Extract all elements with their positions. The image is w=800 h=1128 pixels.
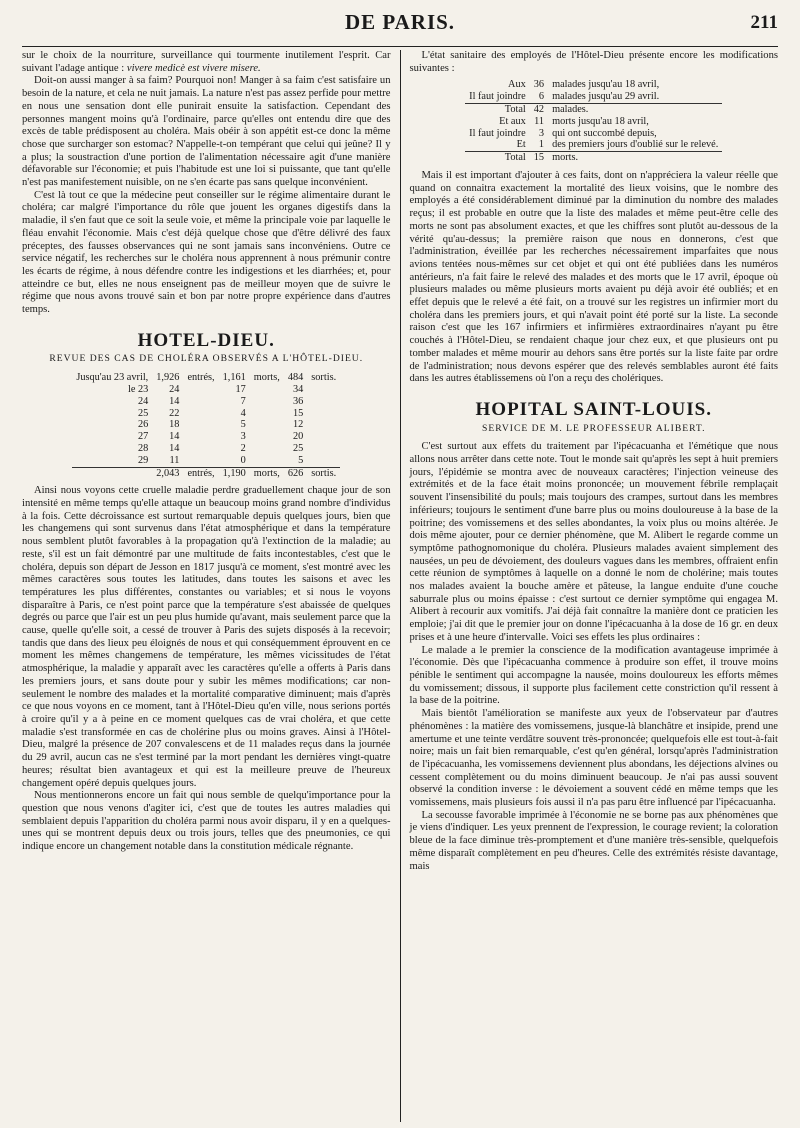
table-row: Jusqu'au 23 avril, 1,926 entrés, 1,161 morts, 484 sortis. xyxy=(76,372,337,384)
table-row: Et 1 des premiers jours d'oublié sur le relevé. xyxy=(516,139,719,151)
section-subhead: SERVICE DE M. LE PROFESSEUR ALIBERT. xyxy=(482,422,706,434)
section-title-saint-louis: HOPITAL SAINT-LOUIS. xyxy=(475,398,712,420)
table-row: Il faut joindre 3 qui ont succombé depuis, xyxy=(469,127,657,139)
employees-table xyxy=(465,79,722,164)
cases-table xyxy=(72,372,340,479)
paragraph: L'état sanitaire des employés de l'Hôtel-Dieu présente encore les modifications suivantes : xyxy=(409,50,778,74)
section-subhead: REVUE DES CAS DE CHOLÉRA OBSERVÉS A L'HÔTEL-DIEU. xyxy=(49,353,364,365)
paragraph: La secousse favorable imprimée à l'économie ne se borne pas aux phénomènes que je viens d'indiquer. Les yeux prennent de l'expression, le courage revient; la coloration bleue de la face diminue très-promptement et d'une manière très-sensible, quelquefois même disparaît complètement en peu d'heures. Celle des extrémités résiste davantage, mais xyxy=(409,809,778,872)
table-row: le 23 24 17 34 xyxy=(127,383,304,395)
table-row: 26 18 5 12 xyxy=(137,419,304,431)
page-title: DE PARIS. xyxy=(344,10,456,34)
paragraph: Ainsi nous voyons cette cruelle maladie perdre graduellement chaque jour de son intensité en même temps qu'elle attaque un beaucoup moins grand nombre d'individus à la fois. Cette décroissance est surtout remarquable depuis quelques jours, bien que les changemens qui sont survenus dans l'état atmosphérique et dans la température nous semblent plutôt favorables à la propagation qu'à l'extinction de la maladie; au reste, s'il est un fait démontré par une multitude de faits incontestables, c'est que le choléra, depuis son départ de Jesson en 1817 jusqu'à ce moment, s'est montré avec les mêmes caractères sous toutes les latitudes, dans toutes les saisons et avec les températures les plus différentes, constantes ou variables; et si nous le voyons disparaître à Paris, ce n'est point parce que la température s'est abaissée de quelques degrés ou parce que l'air est un peu plus humide qu'avant, mais seulement parce que la cause, quelle qu'elle soit, a cessé de trouver à Paris des sujets disposés à la recevoir; tandis que dans des lieux peu éloignés de nous et qui conséquemment éprouvent en ce moment les mêmes changemens de température, les mêmes vicissitudes de l'état atmosphérique, la maladie y apparaît avec les caractères qu'elle a offerts à Paris dans les premiers jours, et sans doute pour y subir les mêmes modifications; car non-seulement le nombre des malades et la mortalité comparative diminuent; mais d'après ce que nous voyons en ce moment, tant à l'Hôtel-Dieu qu'en ville, nous serions portés à croire qu'il y a à peine en ce moment quelques cas de vrai choléra, et que cette maladie s'est transformée en cas de cholérine plus ou moins graves. Ainsi à l'Hôtel-Dieu, malgré la présence de 207 convalescens et de 11 malades reçus dans la journée du 29 avril, aucun cas ne s'est terminé par la mort pendant les dernières vingt-quatre heures; résultat bien avantageux et qui est la meilleure preuve de l'heureux changement opéré depuis quelques jours. xyxy=(22,485,391,789)
paragraph: Nous mentionnerons encore un fait qui nous semble de quelqu'importance pour la question que nous venons d'agiter ici, c'est que de toutes les autres maladies qui semblaient depuis l'apparition du choléra parmi nous avoir disparu, il y en a quelques-unes qui se montrent depuis deux ou trois jours, telles que des pneumonies, ce qui indique encore un changement notable dans la constitution médicale régnante. xyxy=(22,790,391,853)
table-row: Il faut joindre 6 malades jusqu'au 29 avril. xyxy=(469,91,660,103)
paragraph: Mais il est important d'ajouter à ces faits, dont on n'appréciera la valeur réelle que quand on connaitra exactement la mortalité des lieux voisins, que le nombre des employés a été considérablement diminué par la diminution du nombre des malades reçus; il est probable en outre que la liste des malades et même peut-être celle des morts ne sont pas absolument exactes, et que les chiffres sont plutôt au-dessous de la vérité qu'au-dessus; la première raison que nous en donnerons, c'est que l'administration, éveillée par les recherches nécessairement imparfaites que nous avions tentées nous-mêmes sur cet objet et qui ont été publiées dans les numéros antérieurs, n'a fait faire le relevé des malades et des morts que le 17 avril, époque où plusieurs malades ou même plusieurs morts avaient pu déjà avoir été oubliés; et en effet depuis que le relevé a été fait, on a trouvé sur les registres un infirmier mort du choléra dans les premiers jours, et qui n'avait point été porté sur la liste. La seconde raison c'est que les 167 infirmiers et infirmières extraordinaires n'ayant pu être couchés à l'Hôtel-Dieu, se rendaient chaque jour chez eux, et que plusieurs ont pu tomber malades et même mourir au dehors sans être portés sur la liste faite par ordre de l'administration; nous devons espérer que des relevés semblables auront été faits dans les autres établissemens où l'on a reçu des cholériques. xyxy=(409,169,778,385)
table-total-row: Total 42 malades. xyxy=(465,104,722,116)
paragraph: Mais bientôt l'amélioration se manifeste aux yeux de l'observateur par d'autres phénomènes : la matière des vomissemens, jusque-là blanchâtre et insipide, prend une amertume et une teinte verdâtre souvent très-prononcée; quelquefois elle est tout-à-fait noire; mais un fait bien remarquable, c'est qu'en général, lorsqu'après l'administration de l'ipécacuanha, les vomissemens deviennent plus abondans, les déjections alvines ou cessent complètement ou du moins diminuent beaucoup. Je n'ai pas aussi souvent observé la condition inverse : le dévoiement a souvent cédé en même temps que les vomissemens, mais plusieurs fois aussi il n'a pas paru être influencé par l'ipécacuanha. xyxy=(409,708,778,809)
table-row: 28 14 2 25 xyxy=(137,442,304,454)
table-row: 29 11 0 5 xyxy=(137,454,304,466)
table-row: 25 22 4 15 xyxy=(137,407,304,419)
page-number: 211 xyxy=(750,12,778,33)
paragraph: C'est là tout ce que la médecine peut conseiller sur le régime alimentaire durant le choléra; car malgré l'importance du rôle que jouent les organes digestifs dans la maladie, il s'en faut que ce soit la seule voie, et même la principale voie par laquelle le fléau envahit l'économie. Mais c'est déjà quelque chose que d'être délivré des faux préceptes, des fausses observances qui ne sont jamais sans inconvéniens. Outre ce service négatif, les recherches sur le choléra nous apprennent à nous prémunir contre les écarts de régime, à nous défendre contre les indigestions et les diarrhées; et, pour atteindre ce but, elles ne nous enseignent pas de meilleur moyen que de suivre le régime que nous avons trouvé sain et bon par notre propre expérience dans d'autres temps. xyxy=(22,189,391,316)
table-row: Et aux 11 morts jusqu'au 18 avril, xyxy=(499,115,649,127)
table-row: 27 14 3 20 xyxy=(137,431,304,443)
paragraph: Doit-on aussi manger à sa faim? Pourquoi non! Manger à sa faim c'est satisfaire un besoin de la nature, et cela ne nuit jamais. La nature n'est pas assez perfide pour mettre en nous une sensation dont elle punirait ensuite la satisfaction. Cependant des personnes mangent moins qu'à l'ordinaire, parce qu'elles ont entendu dire que des excès de table prédisposent au choléra. Mais obéir à son appétit est-ce donc la même chose que surcharger son estomac? N'appelle-t-on tempérant que celui qui jeûne? Il y a plus; la soustraction d'une portion de l'alimentation nécessaire agit d'une manière défavorable sur l'économie; et puis l'habitude est une loi si puissante, que tant qu'elle n'est pas manifestement nuisible, on ne s'en écarte pas sans quelque inconvénient. xyxy=(22,75,391,189)
section-title-hotel-dieu: HOTEL-DIEU. xyxy=(137,329,275,351)
table-row: 24 14 7 36 xyxy=(137,395,304,407)
page-header xyxy=(22,0,778,47)
columns xyxy=(22,50,778,1122)
paragraph: sur le choix de la nourriture, surveillance qui tourmente inutilement l'esprit. Car suivant l'adage antique : vivere medicè est vivere misere. xyxy=(22,50,391,74)
table-row: Aux 36 malades jusqu'au 18 avril, xyxy=(508,79,660,91)
paragraph: C'est surtout aux effets du traitement par l'ipécacuanha et l'émétique que nous allons nous arrêter dans cette note. Tout le monde sait qu'après les sept à huit premiers jours, l'épidémie se montra avec de nouveaux caractères; l'injection veineuse des extrémités et de la face était moins prononcée; un mouvement fébrile remplaçait souvent l'insensibilité du pouls; mais toujours des crampes, surtout dans les membres inférieurs; toujours le sentiment d'une barre plus ou moins douloureuse à la base de la poitrine; des vomissemens et des selles abondantes, la voix plus ou moins altérée. Je dois même ajouter, pour ce dernier phénomène, que M. Alibert le regarde comme un symptôme pathognomonique du choléra. Plusieurs malades avaient simplement des nausées, un peu de dévoiement, des douleurs vagues dans les membres, offraient enfin cette réunion de symptômes à laquelle on a donné le nom de cholérine; mais toutes nos malades avaient la bouche amère et pâteuse, la langue enduite d'une couche saburrale plus ou moins épaisse : c'est surtout ce dernier symptôme qui engagea M. Alibert à recourir aux vomitifs. J'ai déjà fait connaître la manière dont ce praticien les emploie; j'ai dit que le premier jour on donne l'ipécacuanha à la dose de 16 gr. en deux prises et à une heure d'intervalle. Voici ses effets les plus ordinaires : xyxy=(409,441,778,643)
table-total-row: 2,043 entrés, 1,190 morts, 626 sortis. xyxy=(72,467,340,479)
paragraph: Le malade a le premier la conscience de la modification avantageuse imprimée à l'économie. Dès que l'ipécacuanha commence à produire son effet, il trouve moins pénible le sentiment qui accompagne la nausée, moins douloureux les efforts mêmes du vomissement; dissous, il supporte plus facilement cette constriction qu'il ressent à la base de la poitrine. xyxy=(409,644,778,707)
right-column xyxy=(401,50,779,1122)
table-total-row: Total 15 morts. xyxy=(465,152,722,164)
left-column xyxy=(22,50,400,1122)
